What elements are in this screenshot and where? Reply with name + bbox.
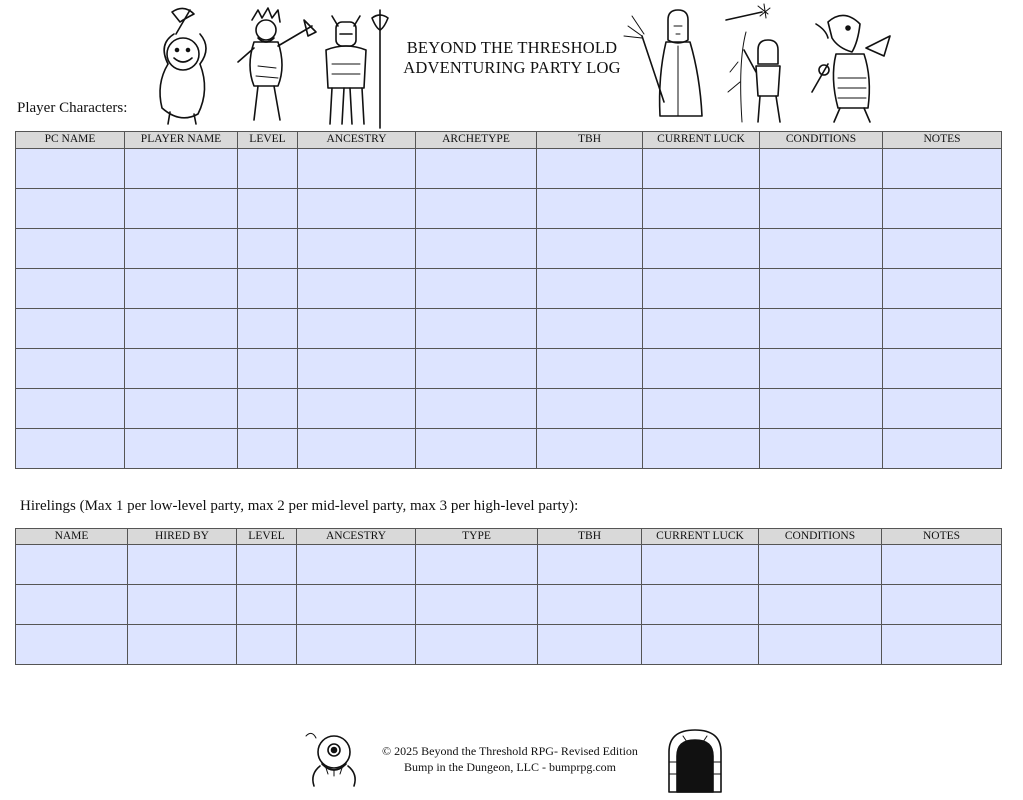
pc-cell-archetype-row-4[interactable] xyxy=(415,268,537,309)
pc-cell-pc-name-row-3[interactable] xyxy=(15,228,125,269)
hireling-cell-level-row-1[interactable] xyxy=(236,544,297,585)
robed-mage-with-staff-illustration xyxy=(622,6,712,124)
pc-cell-conditions-row-1[interactable] xyxy=(759,148,883,189)
pc-header-pc-name: PC NAME xyxy=(15,131,125,149)
footer-text xyxy=(360,743,660,775)
pc-cell-notes-row-1[interactable] xyxy=(882,148,1002,189)
pc-cell-level-row-5[interactable] xyxy=(237,308,298,349)
pc-header-tbh: TBH xyxy=(536,131,643,149)
hirelings-label: Hirelings (Max 1 per low-level party, max 2 per mid-level party, max 3 per high-level party): xyxy=(20,498,579,514)
pc-cell-archetype-row-6[interactable] xyxy=(415,348,537,389)
pc-cell-tbh-row-1[interactable] xyxy=(536,148,643,189)
fish-headed-warrior-with-mace-illustration xyxy=(808,8,900,124)
hireling-header-notes: NOTES xyxy=(881,528,1002,545)
pc-header-conditions: CONDITIONS xyxy=(759,131,883,149)
pc-cell-conditions-row-4[interactable] xyxy=(759,268,883,309)
pc-cell-player-name-row-7[interactable] xyxy=(124,388,238,429)
hireling-cell-ancestry-row-3[interactable] xyxy=(296,624,416,665)
title-line-2: ADVENTURING PARTY LOG xyxy=(403,58,621,77)
pc-header-notes: NOTES xyxy=(882,131,1002,149)
spellcaster-with-wand-illustration xyxy=(718,2,798,124)
hireling-cell-conditions-row-2[interactable] xyxy=(758,584,882,625)
pc-cell-notes-row-3[interactable] xyxy=(882,228,1002,269)
hireling-header-conditions: CONDITIONS xyxy=(758,528,882,545)
pc-cell-archetype-row-1[interactable] xyxy=(415,148,537,189)
pc-cell-level-row-7[interactable] xyxy=(237,388,298,429)
pc-cell-player-name-row-5[interactable] xyxy=(124,308,238,349)
player-characters-label: Player Characters: xyxy=(17,100,128,116)
pc-header-current-luck: CURRENT LUCK xyxy=(642,131,760,149)
pc-cell-conditions-row-5[interactable] xyxy=(759,308,883,349)
dungeon-door-logo xyxy=(665,728,725,794)
hireling-cell-type-row-3[interactable] xyxy=(415,624,538,665)
pc-cell-level-row-1[interactable] xyxy=(237,148,298,189)
hireling-cell-notes-row-3[interactable] xyxy=(881,624,1002,665)
footer-publisher: Bump in the Dungeon, LLC - bumprpg.com xyxy=(404,760,616,774)
pc-cell-conditions-row-6[interactable] xyxy=(759,348,883,389)
hireling-cell-name-row-2[interactable] xyxy=(15,584,128,625)
pc-cell-current-luck-row-4[interactable] xyxy=(642,268,760,309)
hireling-cell-current-luck-row-1[interactable] xyxy=(641,544,759,585)
goblin-mascot-icon xyxy=(304,730,366,788)
hireling-cell-notes-row-1[interactable] xyxy=(881,544,1002,585)
pc-cell-archetype-row-7[interactable] xyxy=(415,388,537,429)
pc-cell-pc-name-row-1[interactable] xyxy=(15,148,125,189)
pc-cell-conditions-row-7[interactable] xyxy=(759,388,883,429)
pc-cell-player-name-row-8[interactable] xyxy=(124,428,238,469)
pc-cell-pc-name-row-4[interactable] xyxy=(15,268,125,309)
pc-cell-tbh-row-3[interactable] xyxy=(536,228,643,269)
hireling-header-tbh: TBH xyxy=(537,528,642,545)
pc-cell-player-name-row-4[interactable] xyxy=(124,268,238,309)
hireling-cell-hired-by-row-2[interactable] xyxy=(127,584,237,625)
pc-cell-pc-name-row-6[interactable] xyxy=(15,348,125,389)
pc-cell-current-luck-row-8[interactable] xyxy=(642,428,760,469)
pc-cell-notes-row-2[interactable] xyxy=(882,188,1002,229)
pc-cell-ancestry-row-5[interactable] xyxy=(297,308,416,349)
pc-cell-current-luck-row-5[interactable] xyxy=(642,308,760,349)
pc-cell-archetype-row-8[interactable] xyxy=(415,428,537,469)
hireling-cell-type-row-1[interactable] xyxy=(415,544,538,585)
hireling-header-current-luck: CURRENT LUCK xyxy=(641,528,759,545)
pc-header-ancestry: ANCESTRY xyxy=(297,131,416,149)
pc-cell-current-luck-row-3[interactable] xyxy=(642,228,760,269)
pc-cell-ancestry-row-7[interactable] xyxy=(297,388,416,429)
pc-cell-archetype-row-2[interactable] xyxy=(415,188,537,229)
hireling-cell-notes-row-2[interactable] xyxy=(881,584,1002,625)
pc-cell-pc-name-row-8[interactable] xyxy=(15,428,125,469)
hireling-cell-tbh-row-2[interactable] xyxy=(537,584,642,625)
hireling-cell-current-luck-row-3[interactable] xyxy=(641,624,759,665)
hireling-header-hired-by: HIRED BY xyxy=(127,528,237,545)
pc-cell-conditions-row-3[interactable] xyxy=(759,228,883,269)
pc-header-player-name: PLAYER NAME xyxy=(124,131,238,149)
hireling-cell-conditions-row-3[interactable] xyxy=(758,624,882,665)
hireling-header-ancestry: ANCESTRY xyxy=(296,528,416,545)
pc-cell-player-name-row-1[interactable] xyxy=(124,148,238,189)
hireling-cell-name-row-3[interactable] xyxy=(15,624,128,665)
pc-cell-tbh-row-7[interactable] xyxy=(536,388,643,429)
pc-cell-archetype-row-5[interactable] xyxy=(415,308,537,349)
pc-cell-conditions-row-2[interactable] xyxy=(759,188,883,229)
pc-cell-tbh-row-6[interactable] xyxy=(536,348,643,389)
hireling-cell-current-luck-row-2[interactable] xyxy=(641,584,759,625)
pc-cell-notes-row-6[interactable] xyxy=(882,348,1002,389)
pc-cell-ancestry-row-1[interactable] xyxy=(297,148,416,189)
pc-cell-current-luck-row-1[interactable] xyxy=(642,148,760,189)
hireling-header-name: NAME xyxy=(15,528,128,545)
pc-cell-player-name-row-2[interactable] xyxy=(124,188,238,229)
pc-cell-notes-row-4[interactable] xyxy=(882,268,1002,309)
pc-cell-level-row-4[interactable] xyxy=(237,268,298,309)
barbarian-with-club-illustration xyxy=(232,6,316,126)
hireling-header-type: TYPE xyxy=(415,528,538,545)
hirelings-table xyxy=(15,528,1002,664)
pc-cell-current-luck-row-2[interactable] xyxy=(642,188,760,229)
hireling-cell-ancestry-row-1[interactable] xyxy=(296,544,416,585)
pc-cell-level-row-2[interactable] xyxy=(237,188,298,229)
pc-cell-notes-row-8[interactable] xyxy=(882,428,1002,469)
pc-cell-ancestry-row-4[interactable] xyxy=(297,268,416,309)
hireling-cell-tbh-row-3[interactable] xyxy=(537,624,642,665)
pc-cell-current-luck-row-7[interactable] xyxy=(642,388,760,429)
pc-cell-conditions-row-8[interactable] xyxy=(759,428,883,469)
hireling-cell-conditions-row-1[interactable] xyxy=(758,544,882,585)
ogre-with-axe-illustration xyxy=(150,4,220,126)
pc-cell-archetype-row-3[interactable] xyxy=(415,228,537,269)
pc-cell-ancestry-row-3[interactable] xyxy=(297,228,416,269)
pc-cell-level-row-8[interactable] xyxy=(237,428,298,469)
hireling-cell-level-row-3[interactable] xyxy=(236,624,297,665)
pc-cell-level-row-6[interactable] xyxy=(237,348,298,389)
pc-cell-pc-name-row-5[interactable] xyxy=(15,308,125,349)
hireling-cell-hired-by-row-1[interactable] xyxy=(127,544,237,585)
hireling-cell-level-row-2[interactable] xyxy=(236,584,297,625)
pc-cell-notes-row-7[interactable] xyxy=(882,388,1002,429)
pc-cell-tbh-row-2[interactable] xyxy=(536,188,643,229)
hireling-cell-name-row-1[interactable] xyxy=(15,544,128,585)
footer-copyright: © 2025 Beyond the Threshold RPG- Revised Edition xyxy=(382,744,638,758)
player-characters-table xyxy=(15,131,1002,469)
pc-cell-ancestry-row-2[interactable] xyxy=(297,188,416,229)
title-line-1: BEYOND THE THRESHOLD xyxy=(406,38,618,57)
pc-cell-current-luck-row-6[interactable] xyxy=(642,348,760,389)
document-title xyxy=(380,38,644,78)
armored-warrior-with-halberd-illustration xyxy=(318,8,396,130)
pc-cell-notes-row-5[interactable] xyxy=(882,308,1002,349)
pc-cell-pc-name-row-7[interactable] xyxy=(15,388,125,429)
hireling-cell-hired-by-row-3[interactable] xyxy=(127,624,237,665)
hireling-cell-type-row-2[interactable] xyxy=(415,584,538,625)
pc-cell-level-row-3[interactable] xyxy=(237,228,298,269)
pc-header-archetype: ARCHETYPE xyxy=(415,131,537,149)
pc-cell-tbh-row-4[interactable] xyxy=(536,268,643,309)
pc-cell-player-name-row-6[interactable] xyxy=(124,348,238,389)
pc-cell-player-name-row-3[interactable] xyxy=(124,228,238,269)
hireling-header-level: LEVEL xyxy=(236,528,297,545)
hireling-cell-ancestry-row-2[interactable] xyxy=(296,584,416,625)
pc-cell-tbh-row-5[interactable] xyxy=(536,308,643,349)
hireling-cell-tbh-row-1[interactable] xyxy=(537,544,642,585)
pc-cell-ancestry-row-6[interactable] xyxy=(297,348,416,389)
pc-cell-ancestry-row-8[interactable] xyxy=(297,428,416,469)
pc-cell-tbh-row-8[interactable] xyxy=(536,428,643,469)
pc-cell-pc-name-row-2[interactable] xyxy=(15,188,125,229)
pc-header-level: LEVEL xyxy=(237,131,298,149)
